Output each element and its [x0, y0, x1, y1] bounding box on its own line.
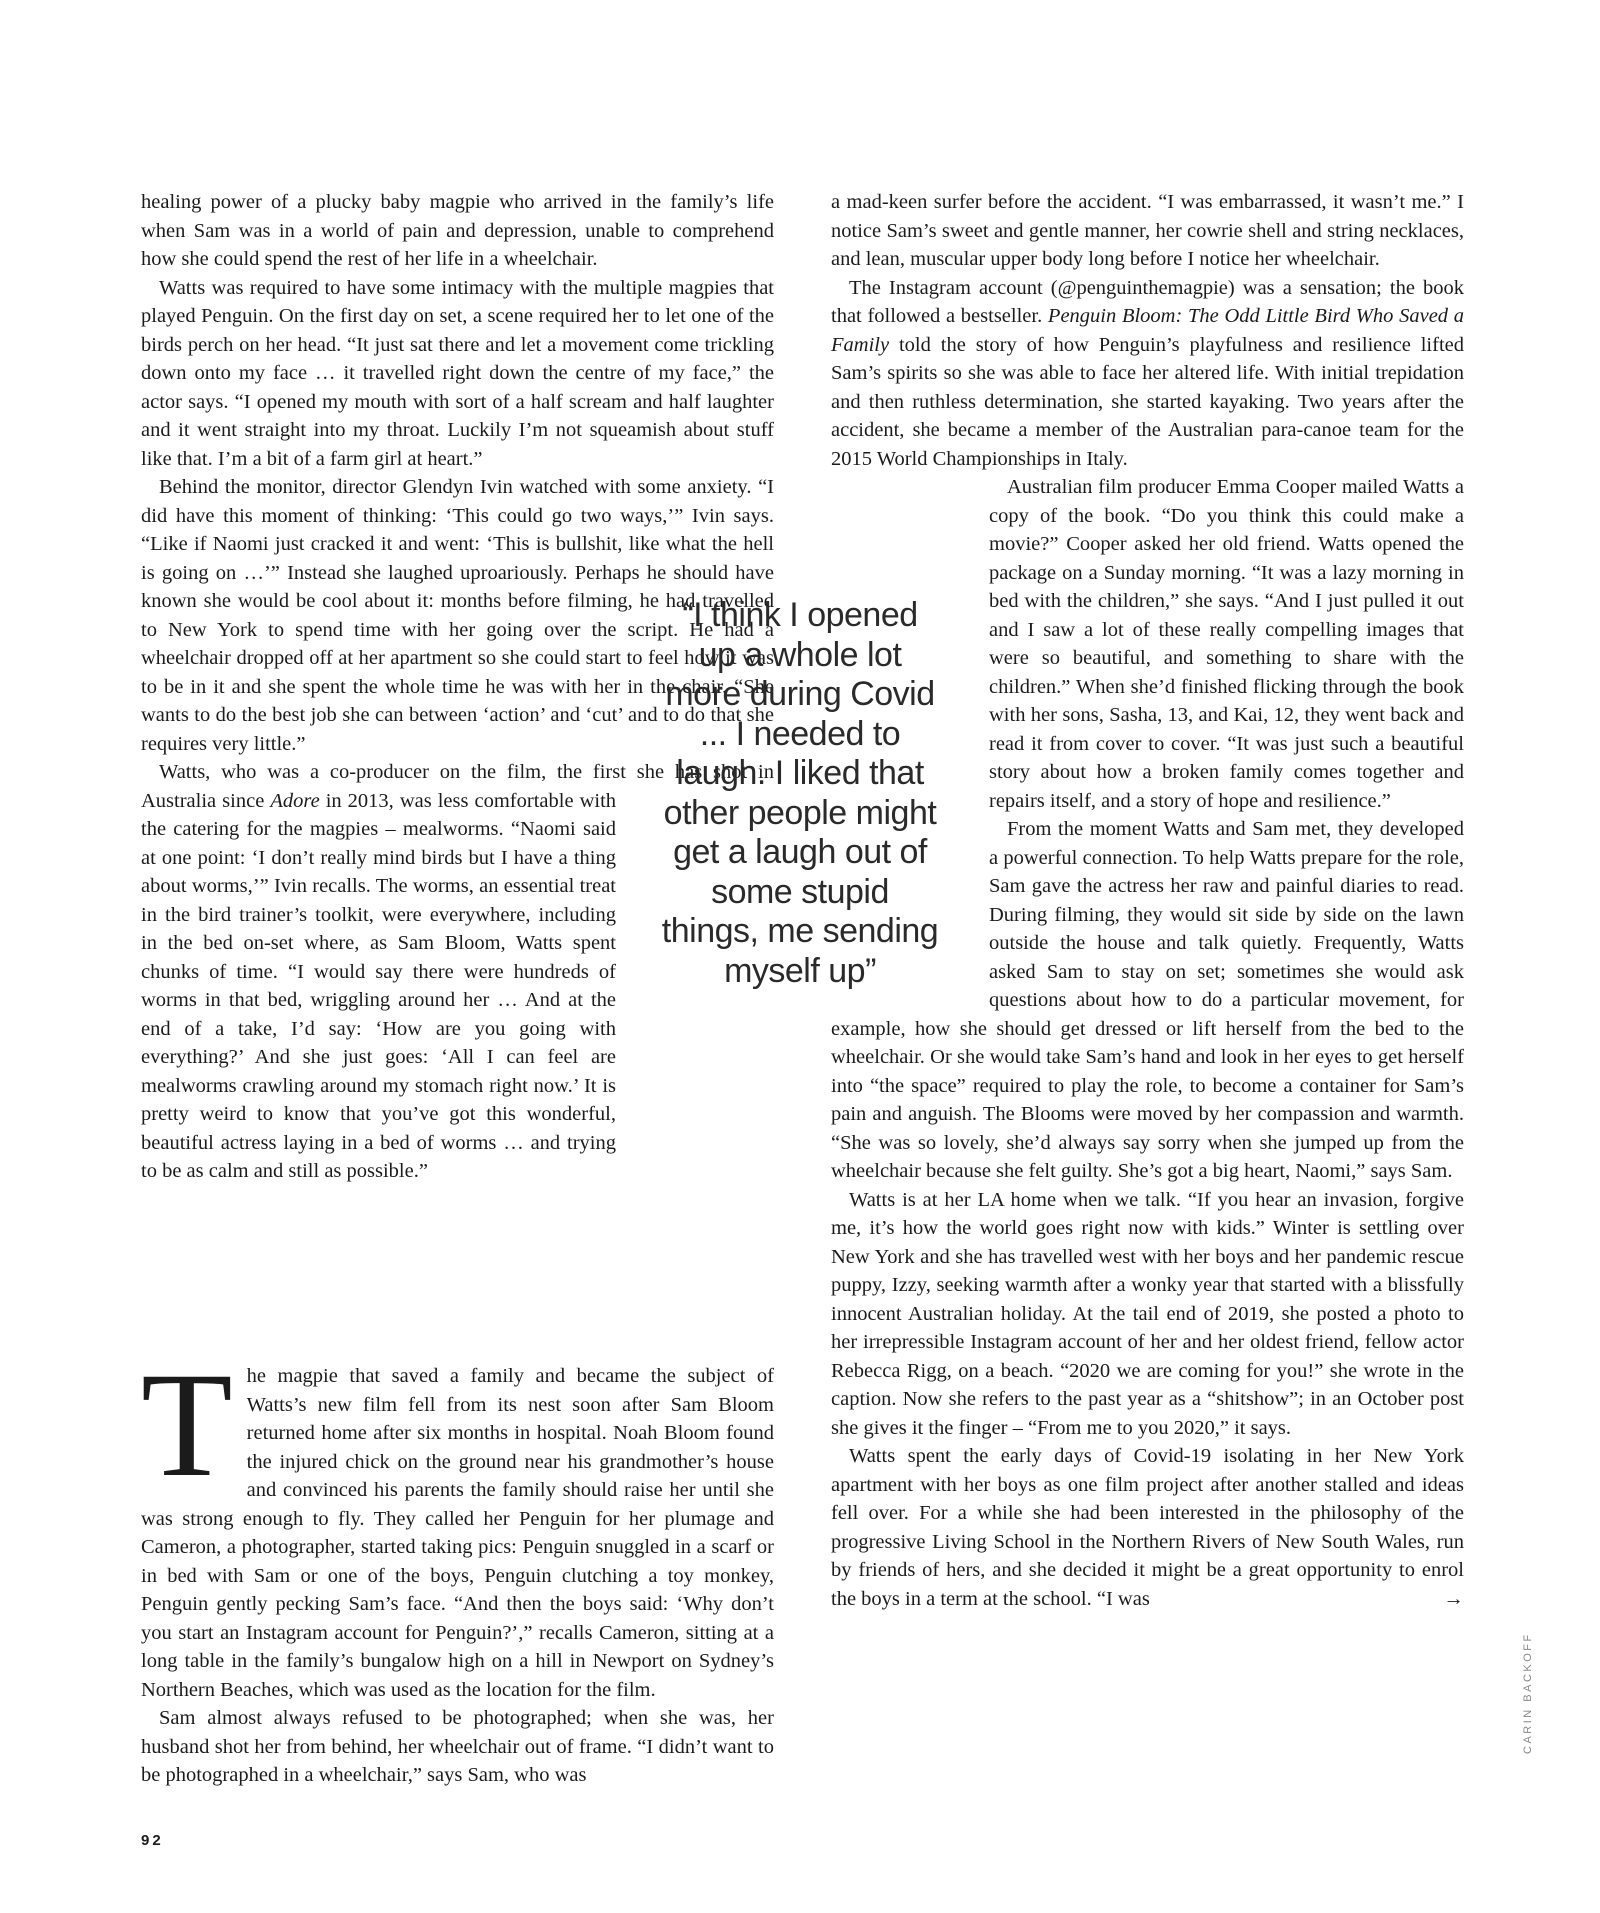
page-number: 92: [141, 1832, 164, 1849]
film-title: Adore: [270, 789, 320, 812]
pull-quote: “I think I opened up a whole lot more during Covid ... I needed to laugh. I liked that other people might get a laugh out of some stupid things, me sending myself up”: [661, 596, 939, 990]
book-title: Penguin Bloom: The Odd Little Bird Who Saved a Family: [831, 305, 1464, 356]
paragraph: From the moment Watts and Sam met, they developed a powerful connection. To help Watts prepare for the role, Sam gave the actress her raw and painful diaries to read. During filming, they would sit side by side on the lawn outside the house and talk quietly. Frequently, Watts asked Sam to stay on set; sometimes she would ask questions about how to do a particular movement, for example, how she should get dressed or lift herself from the bed to the wheelchair. Or she would take Sam’s hand and look in her eyes to get herself into “the space” required to play the role, to become a container for Sam’s pain and anguish. The Blooms were moved by her compassion and warmth. “She was so lovely, she’d always say sorry when she jumped up from the wheelchair because she felt guilty. She’s got a big heart, Naomi,” says Sam.: [831, 818, 1464, 1182]
paragraph: Sam almost always refused to be photographed; when she was, her husband shot her from behind, her wheelchair out of frame. “I didn’t want to be photographed in a wheelchair,” says Sam, who was: [141, 1707, 774, 1786]
drop-cap: T: [141, 1342, 233, 1508]
paragraph: The Instagram account (@penguinthemagpie) was a sensation; the book that followed a bestseller. Penguin Bloom: The Odd Little Bird Who Saved a Family told the story of how Penguin’s playfulness and resilience lifted Sam’s spirits so she was able to face her altered life. With initial trepidation and then ruthless determination, she started kayaking. Two years after the accident, she became a member of the Australian para-canoe team for the 2015 World Championships in Italy.: [831, 276, 1464, 470]
paragraph: Australian film producer Emma Cooper mailed Watts a copy of the book. “Do you think this could make a movie?” Cooper asked her old friend. Watts opened the package on a Sunday morning. “It was a lazy morning in bed with the children,” she says. “And I just pulled it out and I saw a lot of these really compelling images that were so beautiful, and something to share with the children.” When she’d finished flicking through the book with her sons, Sasha, 13, and Kai, 12, they went back and read it from cover to cover. “It was just such a beautiful story about how a broken family comes together and repairs itself, and a story of hope and resilience.”: [989, 476, 1464, 812]
continue-arrow-icon: →: [1443, 1587, 1464, 1610]
paragraph: Watts was required to have some intimacy with the multiple magpies that played Penguin. On the first day on set, a scene required her to let one of the birds perch on her head. “It just sat there and let a movement come trickling down onto my face … it travelled right down the centre of my face,” the actor says. “I opened my mouth with sort of a half scream and half laughter and it went straight into my throat. Luckily I’m not squeamish about stuff like that. I’m a bit of a farm girl at heart.”: [141, 276, 774, 470]
paragraph: Watts, who was a co-producer on the film, the first she has shot in Australia since Adore in 2013, was less comfortable with the catering for the magpies – mealworms. “Naomi said at one point: ‘I don’t really mind birds but I have a thing about worms,’” Ivin recalls. The worms, an essential treat in the bird trainer’s toolkit, were everywhere, including in the bed on-set where, as Sam Bloom, Watts spent chunks of time. “I would say there were hundreds of worms in that bed, wriggling around her … And at the end of a take, I’d say: ‘How are you going with everything?’ And she just goes: ‘All I can feel are mealworms crawling around my stomach right now.’ It is pretty weird to know that you’ve got this wonderful, beautiful actress laying in a bed of worms … and trying to be as calm and still as possible.”: [141, 761, 774, 1182]
paragraph: Watts spent the early days of Covid-19 isolating in her New York apartment with her boys as one film project after another stalled and ideas fell over. For a while she had been interested in the philosophy of the progressive Living School in the Northern Rivers of New South Wales, run by friends of hers, and she decided it might be a great opportunity to enrol the boys in a term at the school. “I was →: [831, 1442, 1464, 1613]
paragraph: healing power of a plucky baby magpie who arrived in the family’s life when Sam was in a world of pain and depression, unable to comprehend how she could spend the rest of her life in a wheelchair.: [141, 191, 774, 270]
photo-credit: CARIN BACKOFF: [1522, 1632, 1534, 1754]
paragraph: a mad-keen surfer before the accident. “I was embarrassed, it wasn’t me.” I notice Sam’s sweet and gentle manner, her cowrie shell and string necklaces, and lean, muscular upper body long before I notice her wheelchair.: [831, 191, 1464, 270]
paragraph: Behind the monitor, director Glendyn Ivin watched with some anxiety. “I did have this moment of thinking: ‘This could go two ways,’” Ivin says. “Like if Naomi just cracked it and went: ‘This is bullshit, like what the hell is going on …’” Instead she laughed uproariously. Perhaps he should have known she would be cool about it: months before filming, he had travelled to New York to spend time with her going over the script. He had a wheelchair dropped off at her apartment so she could start to feel how it was to be in it and she spent the whole time he was with her in the chair. “She wants to do the best job she can between ‘action’ and ‘cut’ and to do that she requires very little.”: [141, 476, 774, 755]
section-start: The magpie that saved a family and became the subject of Watts’s new film fell from its nest soon after Sam Bloom returned home after six months in hospital. Noah Bloom found the injured chick on the ground near his grandmother’s house and convinced his parents the family should raise her until she was strong enough to fly. They called her Penguin for her plumage and Cameron, a photographer, started taking pics: Penguin snuggled in a scarf or in bed with Sam or one of the boys, Penguin clutching a toy monkey, Penguin gently pecking Sam’s face. “And then the boys said: ‘Why don’t you start an Instagram account for Penguin?’,” recalls Cameron, sitting at a long table in the family’s bungalow high on a hill in Newport on Sydney’s Northern Beaches, which was used as the location for the film.: [141, 1342, 774, 1701]
paragraph: Watts is at her LA home when we talk. “If you hear an invasion, forgive me, it’s how the world goes right now with kids.” Winter is settling over New York and she has travelled west with her boys and her pandemic rescue puppy, Izzy, seeking warmth after a wonky year that started with a blissfully innocent Australian holiday. At the tail end of 2019, she posted a photo to her irrepressible Instagram account of her and her oldest friend, fellow actor Rebecca Rigg, on a beach. “2020 we are coming for you!” she wrote in the caption. Now she refers to the past year as a “shitshow”; in an October post she gives it the finger – “From me to you 2020,” it says.: [831, 1188, 1464, 1439]
